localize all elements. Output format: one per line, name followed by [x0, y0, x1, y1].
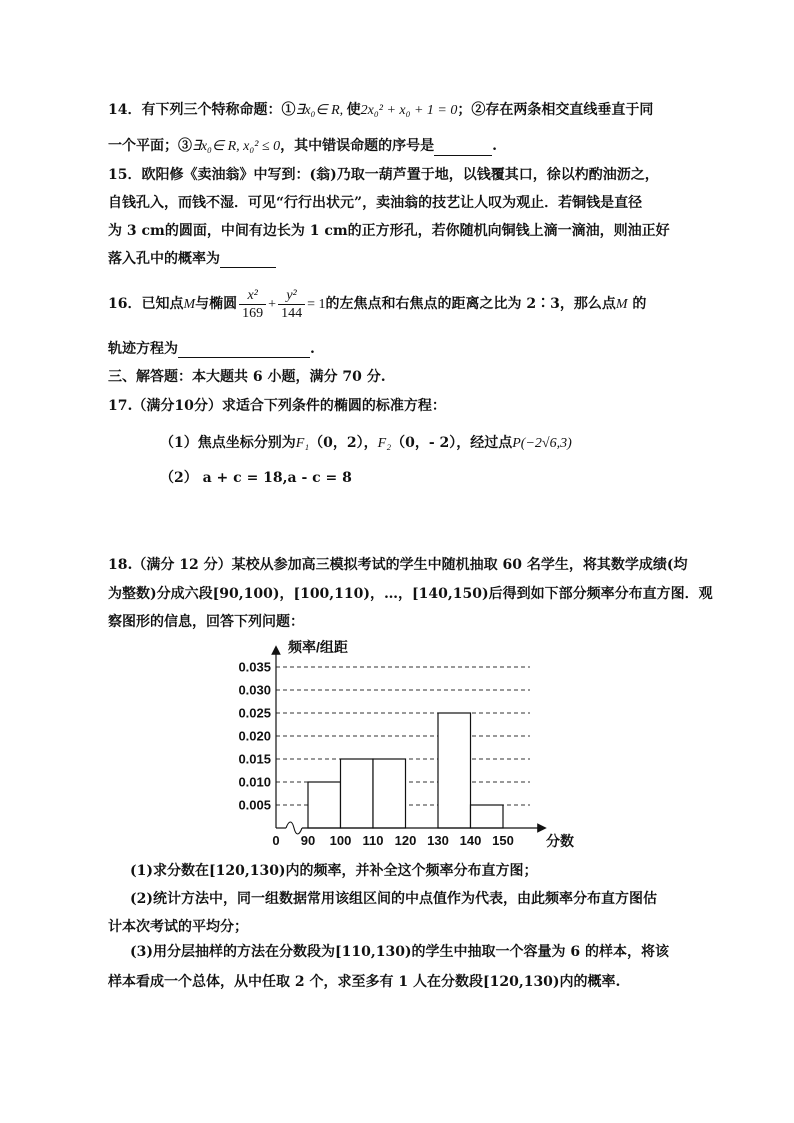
- x-tick-label: 110: [362, 833, 384, 848]
- q15-line4: [108, 250, 276, 268]
- q18-sub3-line2: 样本看成一个总体，从中任取 2 个，求至多有 1 人在分数段[120,130)内的概率.: [108, 974, 621, 990]
- q17-title: 17.（满分10分）求适合下列条件的椭圆的标准方程：: [108, 398, 446, 414]
- y-tick-label: 0.030: [238, 682, 271, 698]
- q16-frac2-num: y²: [278, 287, 305, 305]
- q16-text-c: 的左焦点和右焦点的距离之比为 2∶3，那么点: [325, 296, 616, 312]
- x-tick-label: 140: [459, 833, 482, 848]
- q15-line3: 为 3 cm的圆面，中间有边长为 1 cm的正方形孔，若你随机向铜钱上滴一滴油，则油正好: [108, 223, 670, 239]
- q15-line1: 15．欧阳修《卖油翁》中写到：(翁)乃取一葫芦置于地，以钱覆其口，徐以杓酌油沥之，: [108, 167, 659, 183]
- x-axis-title: 分数: [546, 833, 574, 849]
- x-tick-label: 150: [492, 833, 514, 848]
- q16-plus: +: [268, 297, 277, 312]
- y-tick-label: 0.025: [238, 705, 271, 721]
- histogram-bar: [308, 782, 341, 828]
- q14-text-a: 14．有下列三个特称命题：①: [108, 102, 296, 118]
- y-tick-label: 0.010: [238, 774, 271, 790]
- q17-point-p: P(−2√6,3): [512, 436, 572, 451]
- y-tick-label: 0.015: [238, 751, 271, 767]
- q17-focus-f1: F₁: [295, 436, 310, 451]
- q18-sub3-line1: (3)用分层抽样的方法在分数段为[110,130)的学生中抽取一个容量为 6 的样本，将该: [130, 944, 670, 960]
- q16-line1: [108, 284, 646, 325]
- q17-focus-f2: F₂: [377, 436, 392, 451]
- q15-line2: 自钱孔入，而钱不湿．可见“行行出状元”，卖油翁的技艺让人叹为观止．若铜钱是直径: [108, 195, 643, 211]
- q16-text-a: 16．已知点: [108, 296, 184, 312]
- q14-answer-blank: [434, 141, 492, 156]
- histogram-bar: [438, 713, 471, 828]
- q16-text-b: 与椭圆: [195, 296, 238, 312]
- histogram-bar: [341, 759, 374, 828]
- q17-part2: （2） a + c = 18,a - c = 8: [160, 470, 352, 486]
- q14-math-equation: 2x₀² + x₀ + 1 = 0: [360, 103, 458, 118]
- q17-p1-text-a: （1）焦点坐标分别为: [160, 435, 296, 451]
- y-tick-label: 0.020: [238, 728, 271, 744]
- x-tick-label: 130: [427, 833, 449, 848]
- q18-line1: 18.（满分 12 分）某校从参加高三模拟考试的学生中随机抽取 60 名学生，将其数学成绩(均: [108, 557, 688, 573]
- frequency-histogram: [220, 632, 600, 857]
- q14-text-b: 使: [346, 102, 361, 118]
- q18-sub1: (1)求分数在[120,130)内的频率，并补全这个频率分布直方图；: [130, 863, 538, 879]
- q14-line2: [108, 137, 497, 156]
- x-tick-label: 120: [394, 833, 417, 848]
- q18-line2: 为整数)分成六段[90,100)，[100,110)，…，[140,150)后得到如下部分频率分布直方图．观: [108, 586, 713, 602]
- q16-text-d: 的: [627, 296, 647, 312]
- histogram-bar: [373, 759, 406, 828]
- q16-fraction-y: [278, 287, 305, 322]
- q15-answer-blank: [220, 253, 276, 268]
- q14-math-inequality: ∃x₀∈ R, x₀² ≤ 0: [192, 139, 281, 154]
- q16-point-m: M: [183, 297, 196, 312]
- origin-label: 0: [272, 833, 280, 848]
- q14-text-d: 一个平面；③: [108, 138, 192, 154]
- histogram-bar: [471, 805, 504, 828]
- q14-text-c: ；②存在两条相交直线垂直于同: [457, 102, 654, 118]
- q16-line2-text: 轨迹方程为: [108, 341, 178, 357]
- y-tick-label: 0.035: [238, 659, 271, 675]
- q17-part1: [160, 434, 572, 453]
- q16-frac2-den: 144: [281, 305, 303, 321]
- q18-sub2-line2: 计本次考试的平均分；: [108, 919, 248, 935]
- axis-break-mark: [286, 822, 302, 834]
- q18-sub2-line1: (2)统计方法中，同一组数据常用该组区间的中点值作为代表，由此频率分布直方图估: [130, 891, 657, 907]
- q16-frac1-den: 169: [242, 305, 264, 321]
- q16-end-dot: .: [310, 341, 315, 357]
- q14-end-dot: .: [492, 138, 498, 154]
- y-axis-title: 频率/组距: [288, 639, 348, 655]
- section-3-heading: 三、解答题：本大题共 6 小题，满分 70 分.: [108, 369, 386, 385]
- q16-point-m2: M: [615, 297, 628, 312]
- x-tick-label: 100: [329, 833, 352, 848]
- q16-equals: = 1: [307, 297, 326, 312]
- q17-p1-text-b: （0，2），: [309, 435, 378, 451]
- q16-fraction-x: [239, 287, 266, 322]
- q16-line2: [108, 340, 315, 358]
- q16-frac1-num: x²: [239, 287, 266, 305]
- q14-line1: [108, 101, 653, 120]
- q15-text: 落入孔中的概率为: [108, 251, 220, 267]
- x-tick-label: 90: [300, 833, 316, 848]
- q14-math-exists: ∃x₀∈ R,: [295, 103, 347, 118]
- q17-p1-text-c: （0，- 2），经过点: [391, 435, 513, 451]
- q16-answer-blank: [178, 343, 310, 358]
- q14-text-e: ，其中错误命题的序号是: [280, 138, 435, 154]
- y-tick-label: 0.005: [238, 797, 271, 813]
- q18-line3: 察图形的信息，回答下列问题：: [108, 614, 304, 630]
